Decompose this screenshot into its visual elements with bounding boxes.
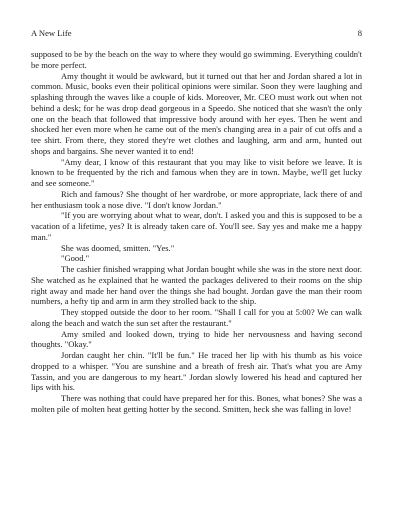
book-title: A New Life <box>31 28 72 38</box>
paragraph: "If you are worrying about what to wear, don't. I asked you and this is supposed to be a vacation of a lifetime, yes? It is already taken care of. You'll see. Say yes and make me a happy man." <box>31 210 362 242</box>
paragraph: There was nothing that could have prepared her for this. Bones, what bones? She was a molten pile of molten heat getting hotter by the second. Smitten, heck she was falling in love! <box>31 393 362 414</box>
paragraph: Jordan caught her chin. "It'll be fun." He traced her lip with his thumb as his voice dropped to a whisper. "You are sunshine and a breath of fresh air. That's what you are Amy Tassin, and you are dangerous to my heart." Jordan slowly lowered his head and captured her lips with his. <box>31 350 362 393</box>
paragraph: The cashier finished wrapping what Jordan bought while she was in the store next door. She watched as he explained that he wanted the packages delivered to their rooms on the ship right away and made her hand over the things she had bought. Jordan gave the man their room numbers, a hefty tip and arm in arm they strolled back to the ship. <box>31 264 362 307</box>
paragraph: Amy smiled and looked down, trying to hide her nervousness and having second thoughts. "Okay." <box>31 328 362 350</box>
page-body <box>31 49 362 415</box>
paragraph: "Good." <box>61 253 90 264</box>
running-header <box>31 28 362 39</box>
paragraph: Amy thought it would be awkward, but it turned out that her and Jordan shared a lot in common. Music, books even their political opinions were similar. Soon they were laughing and splashing through the waves like a couple of kids. Moreover, Mr. CEO must work out when not behind a desk; for he was drop dead gorgeous in a Speedo. She noticed that she wasn't the only one on the beach that followed that impressive body around with her eyes. Then he went and shocked her even more when he came out of the men's changing area in a pair of cut offs and a tee shirt. From there, they stored they're wet clothes and laughing, arm and arm, hunted out shops and bargains. She never wanted it to end! <box>31 70 362 156</box>
paragraph: Rich and famous? She thought of her wardrobe, or more appropriate, lack there of and her enthusiasm took a nose dive. "I don't know Jordan." <box>31 188 362 210</box>
paragraph: They stopped outside the door to her room. "Shall I call for you at 5:00? We can walk along the beach and watch the sun set after the restaurant." <box>31 307 362 328</box>
paragraph: "Amy dear, I know of this restaurant that you may like to visit before we leave. It is known to be frequented by the rich and famous when they are in town. Maybe, we'll get lucky and see someone." <box>31 156 362 188</box>
page-number: 8 <box>357 28 362 38</box>
paragraph: She was doomed, smitten. "Yes." <box>61 242 175 253</box>
paragraph: supposed to be by the beach on the way to where they would go swimming. Everything couldn't be more perfect. <box>31 49 362 70</box>
